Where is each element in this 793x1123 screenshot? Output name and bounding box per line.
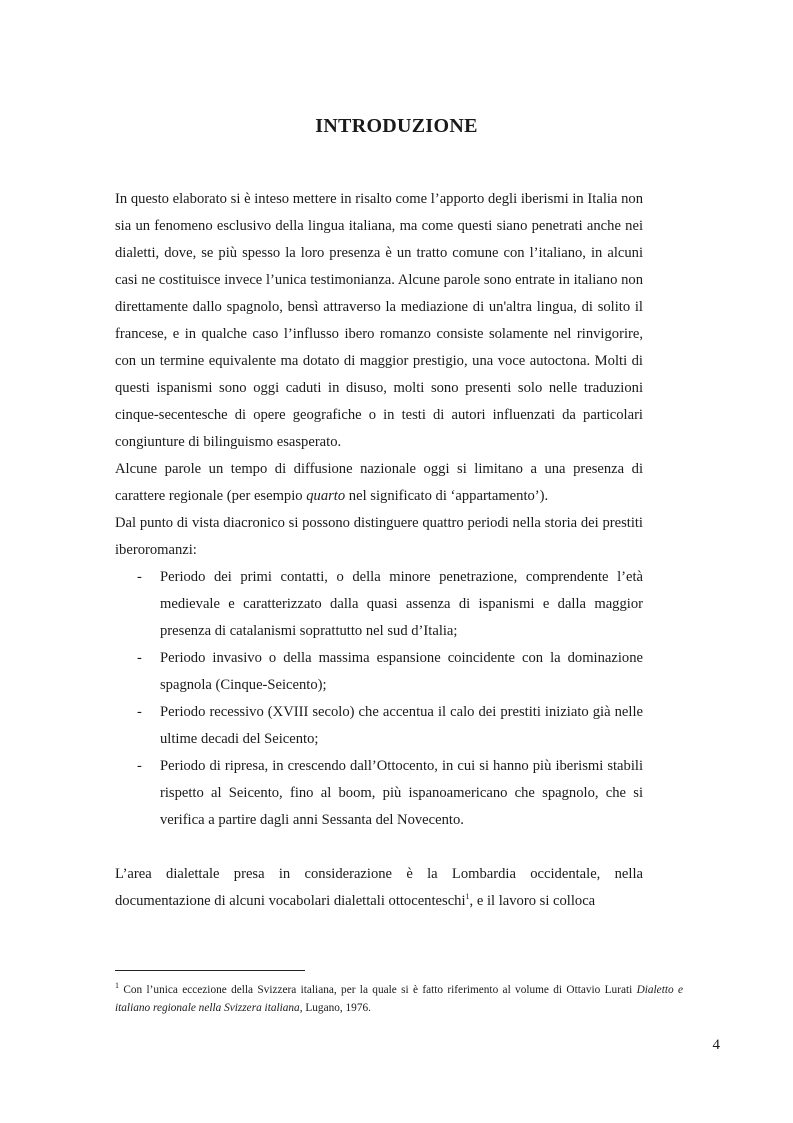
periods-list	[115, 564, 643, 834]
list-item-text: Periodo invasivo o della massima espansione coincidente con la dominazione spagnola (Cinque-Seicento);	[160, 650, 643, 693]
footnote-book-title: Dialetto e italiano regionale nella Svizzera italiana	[115, 983, 683, 1014]
paragraph-regional	[115, 456, 643, 510]
list-item	[115, 645, 643, 699]
footnote-text-after: , Lugano, 1976.	[299, 1001, 371, 1014]
footnote	[115, 977, 683, 1017]
body-text	[115, 186, 643, 915]
list-item-text: Periodo di ripresa, in crescendo dall’Ottocento, in cui si hanno più iberismi stabili rispetto al Seicento, fino al boom, più ispanoamericano che spagnolo, che si verifica a partire dagli anni Sessanta del Novecento.	[160, 758, 643, 828]
paragraph-intro: In questo elaborato si è inteso mettere in risalto come l’apporto degli iberismi in Italia non sia un fenomeno esclusivo della lingua italiana, ma come questi siano penetrati anche nei dialetti, dove, se più spesso la loro presenza è un tratto comune con l’italiano, in alcuni casi ne costituisce invece l’unica testimonianza. Alcune parole sono entrate in italiano non direttamente dallo spagnolo, bensì attraverso la mediazione di un'altra lingua, di solito il francese, e in qualche caso l’influsso ibero romanzo consiste solamente nel rinvigorire, con un termine equivalente ma dotato di maggior prestigio, una voce autoctona. Molti di questi ispanismi sono oggi caduti in disuso, molti sono presenti solo nelle traduzioni cinque-secentesche di opere geografiche o in testi di autori influenzati da particolari congiunture di bilinguismo esasperato.	[115, 191, 643, 450]
example-word: quarto	[306, 488, 346, 504]
paragraph-regional-after: nel significato di ‘appartamento’).	[345, 488, 549, 504]
list-dash: -	[137, 650, 142, 666]
list-dash: -	[137, 569, 142, 585]
paragraph-gap	[115, 834, 643, 861]
list-item	[115, 753, 643, 834]
list-item-text: Periodo recessivo (XVIII secolo) che accentua il calo dei prestiti iniziato già nelle ultime decadi del Seicento;	[160, 704, 643, 747]
footnote-reference[interactable]: 1	[465, 892, 470, 902]
list-item	[115, 699, 643, 753]
footnote-divider	[115, 970, 305, 971]
list-dash: -	[137, 758, 142, 774]
paragraph-area-after: , e il lavoro si colloca	[469, 893, 596, 909]
footnote-text: Con l’unica eccezione della Svizzera italiana, per la quale si è fatto riferimento al volume di Ottavio Lurati	[119, 983, 637, 996]
paragraph-area-before: L’area dialettale presa in considerazione è la Lombardia occidentale, nella documentazione di alcuni vocabolari dialettali ottocenteschi	[115, 866, 643, 909]
list-dash: -	[137, 704, 142, 720]
list-item	[115, 564, 643, 645]
paragraph-regional-before: Alcune parole un tempo di diffusione nazionale oggi si limitano a una presenza di carattere regionale (per esempio	[115, 461, 643, 504]
page-number: 4	[712, 1037, 720, 1053]
footnote-number: 1	[115, 981, 119, 990]
paragraph-diachronic: Dal punto di vista diacronico si possono distinguere quattro periodi nella storia dei prestiti iberoromanzi:	[115, 515, 643, 558]
page-title: INTRODUZIONE	[315, 115, 478, 137]
list-item-text: Periodo dei primi contatti, o della minore penetrazione, comprendente l’età medievale e caratterizzato dalla quasi assenza di ispanismi e dalla maggior presenza di catalanismi soprattutto nel sud d’Italia;	[160, 569, 643, 639]
paragraph-area	[115, 861, 643, 915]
